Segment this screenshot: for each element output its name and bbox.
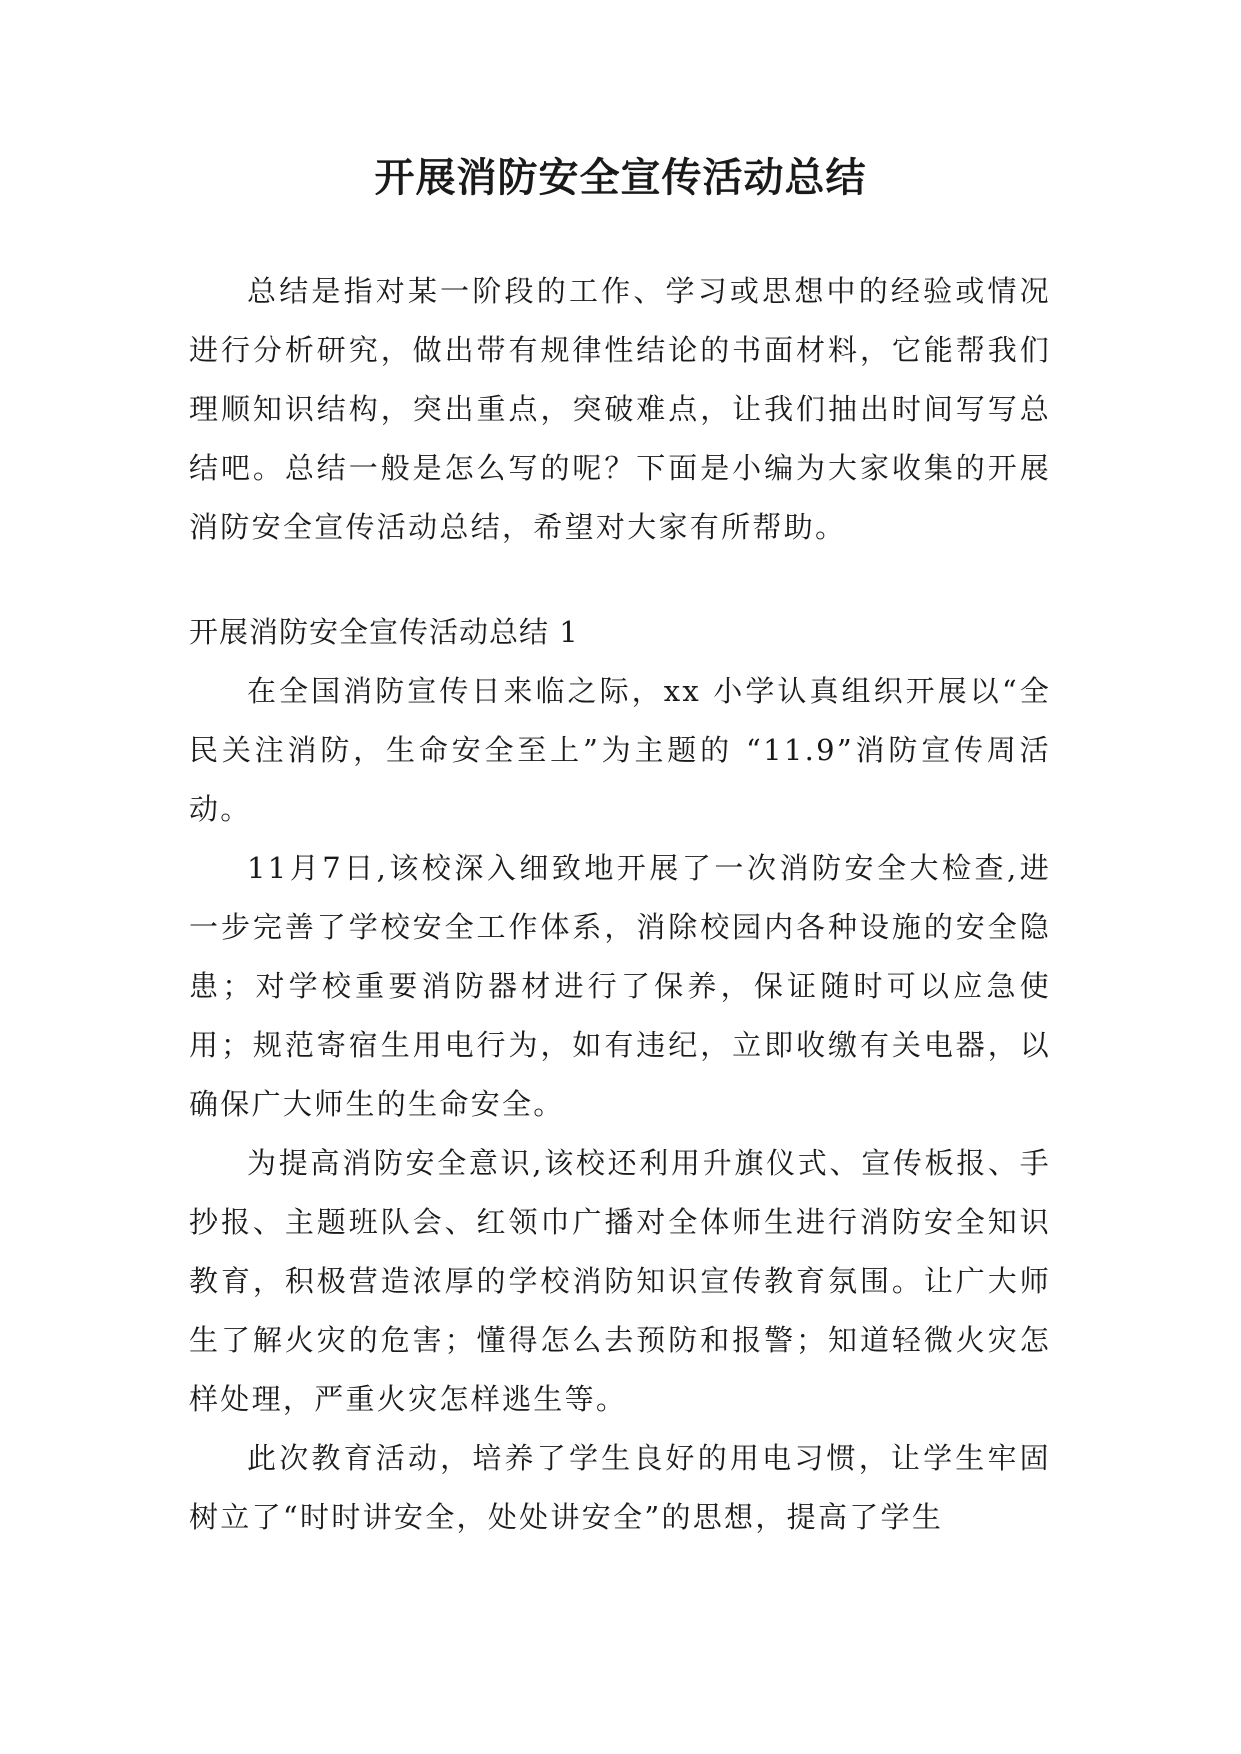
body-paragraph: 11月7日,该校深入细致地开展了一次消防安全大检查,进一步完善了学校安全工作体系，消除校园内各种设施的安全隐患；对学校重要消防器材进行了保养，保证随时可以应急使用；规范寄宿生用电行为，如有违纪，立即收缴有关电器，以确保广大师生的生命安全。 xyxy=(189,851,1051,1121)
intro-paragraph: 总结是指对某一阶段的工作、学习或思想中的经验或情况进行分析研究，做出带有规律性结论的书面材料，它能帮我们理顺知识结构，突出重点，突破难点，让我们抽出时间写写总结吧。总结一般是怎么写的呢？下面是小编为大家收集的开展消防安全宣传活动总结，希望对大家有所帮助。 xyxy=(189,274,1051,544)
body-paragraph: 在全国消防宣传日来临之际，xx 小学认真组织开展以“全民关注消防，生命安全至上”为主题的 “11.9”消防宣传周活动。 xyxy=(189,674,1051,826)
body-paragraph: 为提高消防安全意识,该校还利用升旗仪式、宣传板报、手抄报、主题班队会、红领巾广播对全体师生进行消防安全知识教育，积极营造浓厚的学校消防知识宣传教育氛围。让广大师生了解火灾的危害；懂得怎么去预防和报警；知道轻微火灾怎样处理，严重火灾怎样逃生等。 xyxy=(189,1146,1051,1416)
body-paragraph: 此次教育活动，培养了学生良好的用电习惯，让学生牢固树立了“时时讲安全，处处讲安全”的思想，提高了学生 xyxy=(189,1441,1051,1534)
document-title: 开展消防安全宣传活动总结 xyxy=(374,155,867,201)
section-spacer xyxy=(189,557,1051,603)
section-heading: 开展消防安全宣传活动总结 1 xyxy=(189,615,579,649)
document-body xyxy=(189,262,1051,1547)
